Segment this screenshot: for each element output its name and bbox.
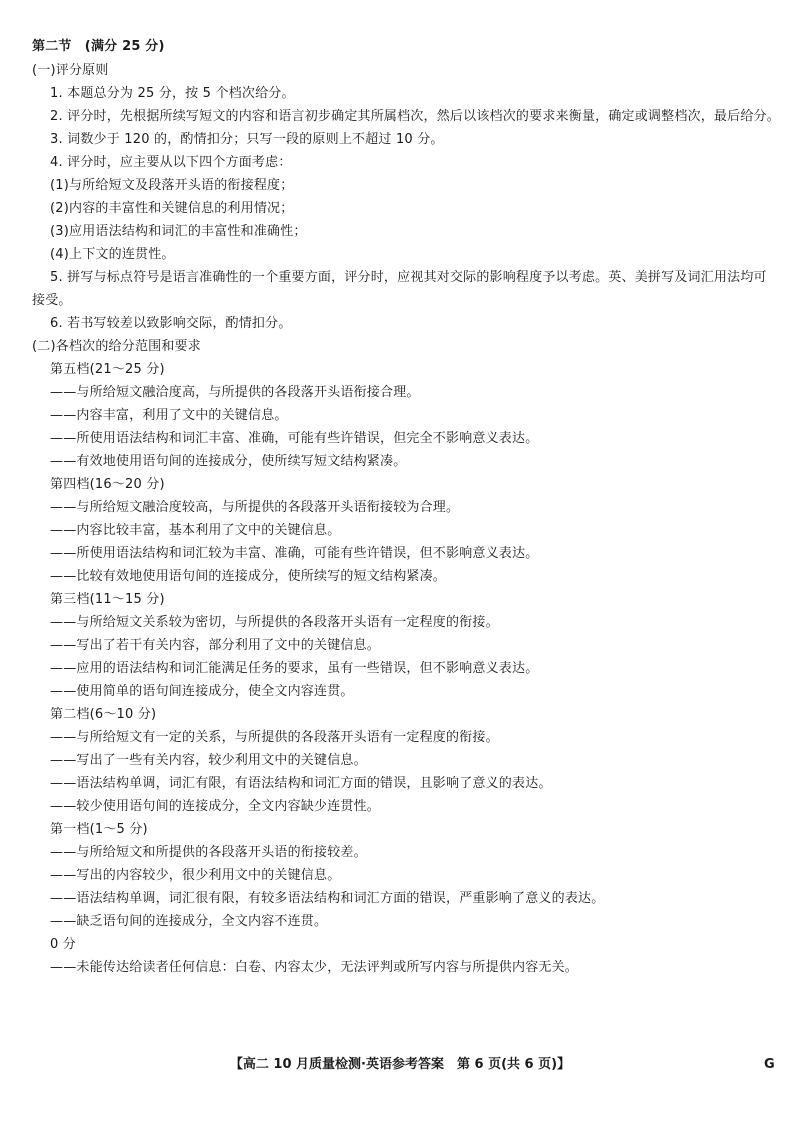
- principle-item: 1. 本题总分为 25 分，按 5 个档次给分。: [50, 86, 295, 101]
- principle-subitem: (4)上下文的连贯性。: [50, 247, 175, 262]
- level-criterion: ——使用简单的语句间连接成分，使全文内容连贯。: [50, 684, 354, 699]
- level-criterion: ——写出了一些有关内容，较少利用文中的关键信息。: [50, 753, 367, 768]
- level-criterion: ——所使用语法结构和词汇较为丰富、准确，可能有些许错误，但不影响意义表达。: [50, 546, 539, 561]
- footer-title: 【高二 10 月质量检测·英语参考答案 第 6 页(共 6 页)】: [229, 1057, 571, 1072]
- level-title: 第三档(11～15 分): [50, 592, 165, 607]
- level-criterion: ——语法结构单调，词汇有限，有语法结构和词汇方面的错误，且影响了意义的表达。: [50, 776, 552, 791]
- level-criterion: ——有效地使用语句间的连接成分，使所续写短文结构紧凑。: [50, 454, 407, 469]
- level-criterion: ——与所给短文融洽度高，与所提供的各段落开头语衔接合理。: [50, 385, 420, 400]
- levels-heading: (二)各档次的给分范围和要求: [32, 339, 201, 354]
- principle-item: 2. 评分时，先根据所续写短文的内容和语言初步确定其所属档次，然后以该档次的要求来衡量，确定或调整档次，最后给分。: [50, 109, 780, 124]
- level-criterion: ——与所给短文融洽度较高，与所提供的各段落开头语衔接较为合理。: [50, 500, 460, 515]
- level-criterion: ——内容丰富，利用了文中的关键信息。: [50, 408, 288, 423]
- principle-subitem: (1)与所给短文及段落开头语的衔接程度；: [50, 178, 294, 193]
- section-title: 第二节 (满分 25 分): [32, 39, 165, 54]
- level-title: 第一档(1～5 分): [50, 822, 148, 837]
- level-criterion: ——写出了若干有关内容，部分利用了文中的关键信息。: [50, 638, 381, 653]
- principle-item: 6. 若书写较差以致影响交际，酌情扣分。: [50, 316, 292, 331]
- level-title: 0 分: [50, 937, 77, 952]
- principle-subitem: (3)应用语法结构和词汇的丰富性和准确性；: [50, 224, 307, 239]
- level-criterion: ——所使用语法结构和词汇丰富、准确，可能有些许错误，但完全不影响意义表达。: [50, 431, 539, 446]
- level-criterion: ——与所给短文和所提供的各段落开头语的衔接较差。: [50, 845, 367, 860]
- principle-subitem: (2)内容的丰富性和关键信息的利用情况；: [50, 201, 294, 216]
- principle-item: 5. 拼写与标点符号是语言准确性的一个重要方面，评分时，应视其对交际的影响程度予以考虑。英、美拼写及词汇用法均可: [50, 270, 767, 285]
- level-criterion: ——缺乏语句间的连接成分，全文内容不连贯。: [50, 914, 328, 929]
- principle-item-continued: 接受。: [32, 293, 72, 308]
- footer-version-mark: G: [764, 1057, 775, 1072]
- level-criterion: ——与所给短文有一定的关系，与所提供的各段落开头语有一定程度的衔接。: [50, 730, 499, 745]
- level-criterion: ——未能传达给读者任何信息：白卷、内容太少，无法评判或所写内容与所提供内容无关。: [50, 960, 579, 975]
- principle-item: 3. 词数少于 120 的，酌情扣分；只写一段的原则上不超过 10 分。: [50, 132, 444, 147]
- level-criterion: ——写出的内容较少，很少利用文中的关键信息。: [50, 868, 341, 883]
- level-criterion: ——与所给短文关系较为密切，与所提供的各段落开头语有一定程度的衔接。: [50, 615, 499, 630]
- level-criterion: ——比较有效地使用语句间的连接成分，使所续写的短文结构紧凑。: [50, 569, 447, 584]
- level-criterion: ——语法结构单调，词汇很有限，有较多语法结构和词汇方面的错误，严重影响了意义的表达。: [50, 891, 605, 906]
- level-title: 第二档(6～10 分): [50, 707, 157, 722]
- level-title: 第四档(16～20 分): [50, 477, 165, 492]
- level-title: 第五档(21～25 分): [50, 362, 165, 377]
- level-criterion: ——较少使用语句间的连接成分，全文内容缺少连贯性。: [50, 799, 381, 814]
- principles-heading: (一)评分原则: [32, 63, 109, 78]
- level-criterion: ——应用的语法结构和词汇能满足任务的要求，虽有一些错误，但不影响意义表达。: [50, 661, 539, 676]
- principle-item: 4. 评分时，应主要从以下四个方面考虑：: [50, 155, 292, 170]
- level-criterion: ——内容比较丰富，基本利用了文中的关键信息。: [50, 523, 341, 538]
